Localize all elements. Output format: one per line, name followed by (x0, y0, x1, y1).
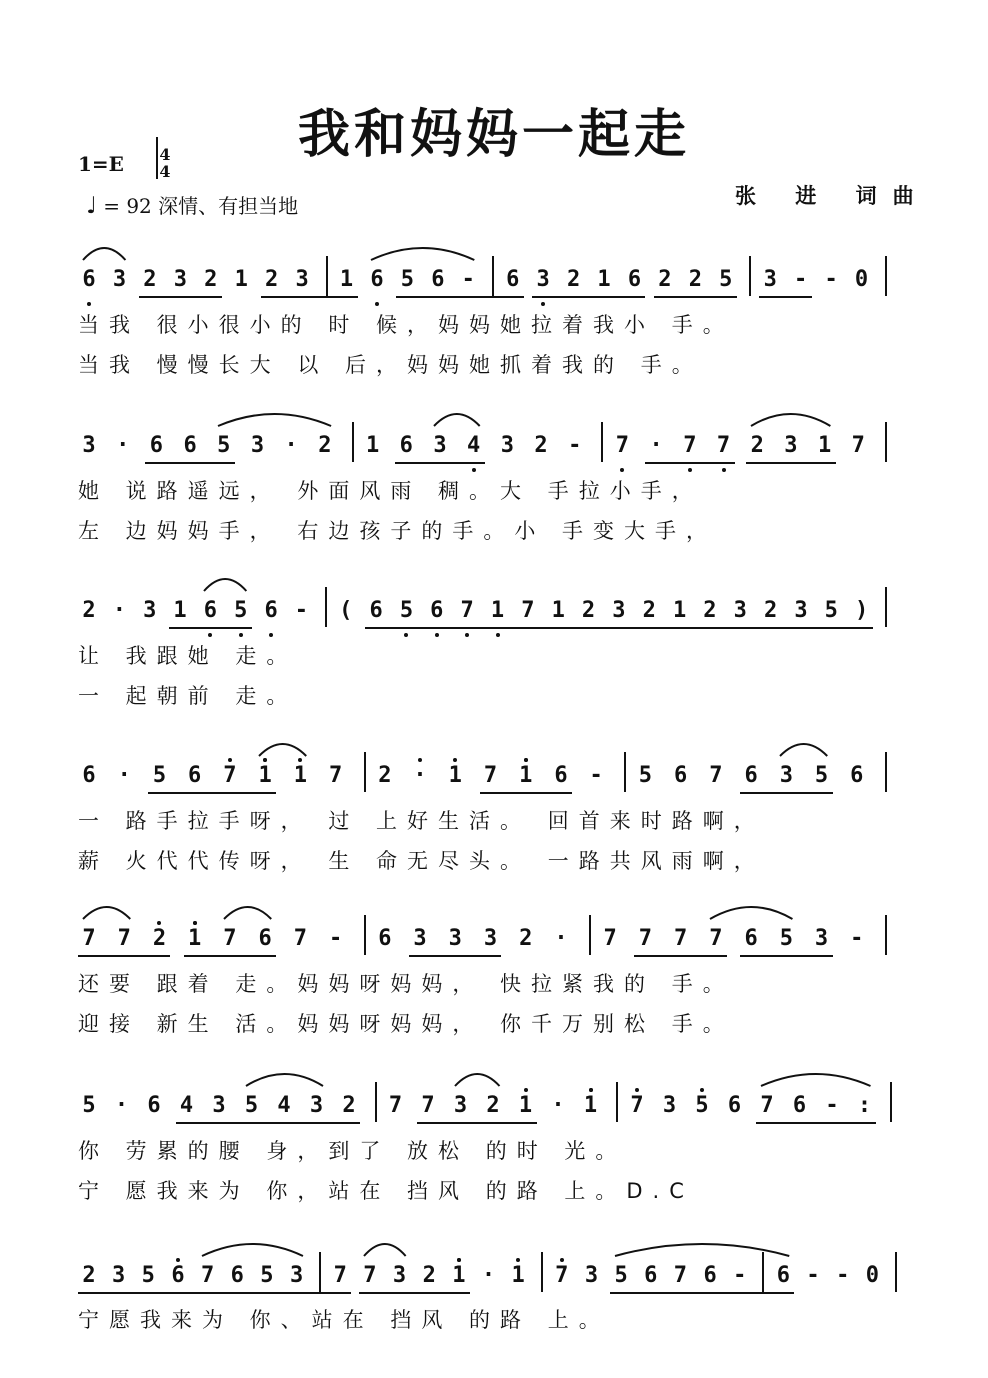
note: 6 (188, 763, 202, 788)
note: 3 (212, 1093, 226, 1118)
note: 3 (453, 1093, 468, 1118)
note: 3 (433, 433, 447, 458)
note: 6 (431, 267, 445, 292)
note: 7 (716, 433, 731, 458)
note: 5 (614, 1263, 628, 1288)
barline (375, 1082, 377, 1122)
note: 1 (452, 1263, 466, 1288)
note: 2 (318, 433, 332, 458)
lyric-text: 让 我跟她 走。 (78, 644, 298, 668)
note: 2 (143, 267, 157, 292)
dash: - (850, 926, 864, 951)
dash: - (461, 267, 475, 292)
note: 6 (82, 763, 96, 788)
note: 7 (674, 926, 688, 951)
note: 3 (779, 763, 793, 788)
note: 6 (258, 926, 272, 951)
barline (885, 422, 887, 462)
slur-arc (708, 901, 794, 921)
beam-underline (226, 1292, 351, 1294)
note: 6 (744, 763, 758, 788)
lyric-text: 迎接 新生 活。妈妈呀妈妈， 你千万别松 手。 (78, 1012, 734, 1036)
note: 5 (814, 763, 829, 788)
slur-arc (257, 738, 308, 758)
octave-up-dot (524, 758, 528, 762)
note: 7 (630, 1093, 644, 1118)
note: 3 (612, 598, 626, 623)
lyric-text: 左 边妈妈手， 右边孩子的手。小 手变大手， (78, 519, 718, 543)
note: 6 (183, 433, 197, 458)
dot: · (284, 433, 298, 458)
note: 1 (490, 598, 505, 623)
note: 2 (82, 598, 96, 623)
dash: - (794, 267, 808, 292)
lyric-line-2 (0, 1004, 988, 1044)
lyric-text: 一 起朝前 走。 (78, 684, 298, 708)
note: 6 (230, 1263, 244, 1288)
slur-arc (613, 1238, 791, 1258)
beam-underline (746, 462, 835, 464)
note: 6 (744, 926, 758, 951)
beam-underline (139, 296, 222, 298)
barline (364, 915, 366, 955)
octave-up-dot (457, 1258, 461, 1262)
note: 2 (378, 763, 392, 788)
note: 1 (817, 433, 832, 458)
note: 2 (566, 267, 581, 292)
note: 6 (727, 1093, 742, 1118)
note: 6 (506, 267, 520, 292)
lyric-line-1 (0, 1300, 988, 1340)
tempo-marking (86, 190, 298, 219)
barline (325, 587, 327, 627)
slur-arc (200, 1238, 305, 1258)
barline (624, 752, 626, 792)
slur-arc (244, 1068, 325, 1088)
note: 3 (250, 433, 265, 458)
barline (492, 256, 494, 296)
meter-line (156, 137, 158, 179)
dash: - (589, 763, 603, 788)
dash: - (824, 267, 838, 292)
note: : (857, 1093, 872, 1118)
song-title: 我和妈妈一起走 (297, 105, 690, 165)
lyric-line-1 (0, 1131, 988, 1171)
note: 5 (260, 1263, 274, 1288)
note: 7 (521, 598, 535, 623)
note: 7 (760, 1093, 774, 1118)
slur-arc (81, 242, 127, 262)
octave-up-dot (418, 758, 422, 762)
beam-underline (418, 1292, 470, 1294)
dot: · (116, 433, 130, 458)
dash: - (294, 598, 309, 623)
note: 7 (673, 1263, 688, 1288)
lyric-line-2 (0, 841, 988, 881)
slur-arc (222, 901, 273, 921)
note: 3 (413, 926, 427, 951)
note: 3 (763, 267, 777, 292)
meter-bottom: 4 (159, 162, 171, 181)
note: 5 (234, 598, 248, 623)
beam-underline (261, 296, 358, 298)
lyric-text: 宁 愿我来为 你，站在 挡风 的路 上。D.C (78, 1179, 694, 1203)
note: 7 (483, 763, 498, 788)
note: 5 (399, 598, 414, 623)
dot: · (413, 763, 427, 788)
beam-underline (184, 955, 276, 957)
note: 7 (333, 1263, 347, 1288)
dot: · (554, 926, 568, 951)
note: 2 (642, 598, 656, 623)
note: 1 (365, 433, 380, 458)
note: 3 (173, 267, 187, 292)
barline (589, 915, 591, 955)
note: 7 (603, 926, 617, 951)
note: 2 (688, 267, 702, 292)
note: 2 (534, 433, 548, 458)
lyric-line-1 (0, 801, 988, 841)
note: 1 (188, 926, 202, 951)
dot: · (481, 1263, 496, 1288)
lyric-text: 她 说路遥远， 外面风雨 稠。大 手拉小手， (78, 479, 703, 503)
note: 7 (223, 763, 237, 788)
note: 3 (448, 926, 462, 951)
note: 6 (850, 763, 864, 788)
note: 5 (152, 763, 167, 788)
note: 6 (171, 1263, 185, 1288)
note: 7 (421, 1093, 435, 1118)
octave-up-dot (700, 1088, 704, 1092)
slur-arc (202, 573, 248, 593)
note: 2 (486, 1093, 500, 1118)
note: 1 (173, 598, 187, 623)
note: 6 (644, 1263, 658, 1288)
slur-arc (749, 408, 832, 428)
note: 3 (295, 267, 309, 292)
beam-underline (395, 462, 484, 464)
note: 7 (388, 1093, 403, 1118)
note: 5 (244, 1093, 259, 1118)
note: 7 (200, 1263, 215, 1288)
octave-up-dot (193, 921, 197, 925)
dash: - (568, 433, 582, 458)
note: 2 (658, 267, 672, 292)
octave-up-dot (635, 1088, 639, 1092)
note: 1 (258, 763, 272, 788)
note: 2 (581, 598, 596, 623)
note: 5 (141, 1263, 155, 1288)
note: 1 (519, 763, 533, 788)
note: 6 (147, 1093, 161, 1118)
note: 3 (483, 926, 498, 951)
note: 1 (293, 763, 307, 788)
note: 7 (709, 926, 723, 951)
barline (885, 915, 887, 955)
note: 7 (460, 598, 474, 623)
note: 5 (217, 433, 231, 458)
note: 7 (709, 763, 723, 788)
note: 1 (511, 1263, 525, 1288)
note: 1 (234, 267, 248, 292)
lyric-line-2 (0, 676, 988, 716)
lyric-text: 当我 慢慢长大 以 后，妈妈她抓着我的 手。 (78, 353, 703, 377)
note: 1 (448, 763, 462, 788)
note: 3 (309, 1093, 324, 1118)
note: 6 (378, 926, 392, 951)
dash: - (328, 926, 343, 951)
note: 1 (518, 1093, 533, 1118)
note: 6 (554, 763, 568, 788)
lyric-line-1 (0, 471, 988, 511)
barline (890, 1082, 892, 1122)
note: 5 (824, 598, 838, 623)
note: 7 (683, 433, 697, 458)
beam-underline (610, 1292, 794, 1294)
note: 7 (82, 926, 96, 951)
lyric-line-2 (0, 511, 988, 551)
slur-arc (216, 408, 333, 428)
lyric-line-1 (0, 305, 988, 345)
beam-underline (729, 627, 872, 629)
note: 7 (555, 1263, 569, 1288)
tempo-expression: 深情、有担当地 (158, 194, 299, 218)
beam-underline (654, 296, 737, 298)
dash: - (836, 1263, 850, 1288)
note: 1 (597, 267, 611, 292)
barline (885, 256, 887, 296)
slur-arc (778, 738, 829, 758)
slur-arc (453, 1068, 502, 1088)
beam-underline (759, 296, 811, 298)
note: 3 (794, 598, 808, 623)
beam-underline (169, 627, 252, 629)
note: 1 (672, 598, 687, 623)
barline (364, 752, 366, 792)
note: 3 (584, 1263, 599, 1288)
quarter-note-icon: ♩ (86, 193, 97, 219)
lyric-text: 一 路手拉手呀， 过 上好生活。 回首来时路啊， (78, 809, 765, 833)
octave-up-dot (176, 1258, 180, 1262)
note: 3 (733, 598, 747, 623)
tempo-value: = 92 (103, 194, 152, 218)
note: 3 (500, 433, 514, 458)
note: 4 (179, 1093, 194, 1118)
dash: - (733, 1263, 747, 1288)
dot: · (649, 433, 663, 458)
barline (541, 1252, 543, 1292)
beam-underline (409, 955, 501, 957)
note: 6 (627, 267, 642, 292)
beam-underline (78, 1292, 248, 1294)
note: 5 (638, 763, 653, 788)
dash: - (825, 1093, 839, 1118)
lyric-line-2 (0, 345, 988, 385)
note: 6 (82, 267, 96, 292)
author-credit: 张 进 词曲 (735, 184, 930, 208)
dot: · (117, 763, 131, 788)
beam-underline (480, 792, 572, 794)
note: 7 (117, 926, 131, 951)
octave-up-dot (228, 758, 232, 762)
beam-underline (740, 792, 832, 794)
note: 1 (551, 598, 565, 623)
note: 3 (289, 1263, 304, 1288)
octave-up-dot (560, 1258, 564, 1262)
note: 3 (143, 598, 157, 623)
beam-underline (78, 955, 170, 957)
dot: · (551, 1093, 565, 1118)
note: 6 (430, 598, 444, 623)
beam-underline (740, 955, 832, 957)
barline (616, 1082, 618, 1122)
lyric-text: 当我 很小很小的 时 候，妈妈她拉着我小 手。 (78, 313, 734, 337)
beam-underline (532, 296, 645, 298)
slur-arc (81, 901, 132, 921)
barline (326, 256, 328, 296)
slur-arc (369, 242, 476, 262)
key-signature: 1=E (78, 152, 124, 176)
note: 5 (719, 267, 733, 292)
note: 4 (277, 1093, 291, 1118)
note: ( (339, 598, 353, 623)
note: 6 (264, 598, 278, 623)
note: 3 (82, 433, 96, 458)
lyric-text: 你 劳累的腰 身，到了 放松 的时 光。 (78, 1139, 627, 1163)
note: 4 (467, 433, 481, 458)
barline (749, 256, 751, 296)
note: 2 (750, 433, 764, 458)
note: 5 (82, 1093, 96, 1118)
note: 2 (422, 1263, 436, 1288)
note: 0 (865, 1263, 879, 1288)
note: 2 (519, 926, 533, 951)
note: 3 (392, 1263, 407, 1288)
beam-underline (482, 1122, 537, 1124)
note: 5 (779, 926, 793, 951)
note: 5 (695, 1093, 709, 1118)
note: 1 (339, 267, 354, 292)
beam-underline (396, 296, 523, 298)
octave-up-dot (589, 1088, 593, 1092)
beam-underline (241, 1122, 361, 1124)
barline (885, 752, 887, 792)
note: 7 (851, 433, 865, 458)
barline (762, 1252, 764, 1292)
note: 7 (363, 1263, 377, 1288)
note: 2 (204, 267, 218, 292)
note: 7 (293, 926, 307, 951)
note: 3 (784, 433, 798, 458)
note: 6 (399, 433, 413, 458)
slur-arc (362, 1238, 408, 1258)
lyric-text: 薪 火代代传呀， 生 命无尽头。 一路共风雨啊， (78, 849, 765, 873)
octave-up-dot (524, 1088, 528, 1092)
note: 6 (792, 1093, 807, 1118)
note: 7 (223, 926, 237, 951)
beam-underline (756, 1122, 876, 1124)
note: 1 (583, 1093, 598, 1118)
note: 2 (763, 598, 778, 623)
slur-arc (759, 1068, 873, 1088)
note: 6 (776, 1263, 790, 1288)
note: 6 (703, 1263, 717, 1288)
note: 3 (662, 1093, 677, 1118)
note: 2 (265, 267, 279, 292)
lyric-line-1 (0, 964, 988, 1004)
note: ) (855, 598, 869, 623)
beam-underline (634, 955, 726, 957)
note: 2 (152, 926, 167, 951)
barline (352, 422, 354, 462)
meter-top: 4 (159, 145, 171, 164)
barline (885, 587, 887, 627)
note: 7 (615, 433, 630, 458)
note: 6 (674, 763, 688, 788)
lyric-line-1 (0, 636, 988, 676)
note: 6 (203, 598, 217, 623)
beam-underline (645, 462, 734, 464)
note: 3 (536, 267, 550, 292)
note: 2 (342, 1093, 356, 1118)
beam-underline (179, 462, 235, 464)
barline (895, 1252, 897, 1292)
note: 0 (854, 267, 869, 292)
note: 7 (638, 926, 653, 951)
note: 6 (149, 433, 164, 458)
lyric-line-2 (0, 1171, 988, 1211)
barline (319, 1252, 321, 1292)
note: 5 (400, 267, 415, 292)
barline (601, 422, 603, 462)
note: 3 (112, 1263, 126, 1288)
lyric-text: 宁愿我来为 你、站在 挡风 的路 上。 (78, 1308, 610, 1332)
dot: · (114, 1093, 129, 1118)
note: 2 (703, 598, 717, 623)
lyric-text: 还要 跟着 走。妈妈呀妈妈， 快拉紧我的 手。 (78, 972, 734, 996)
time-signature (156, 146, 174, 180)
note: 3 (112, 267, 127, 292)
note: 6 (369, 598, 383, 623)
note: 3 (814, 926, 829, 951)
slur-arc (432, 408, 482, 428)
dot: · (112, 598, 126, 623)
note: 2 (82, 1263, 96, 1288)
dash: - (806, 1263, 820, 1288)
note: 6 (370, 267, 384, 292)
note: 7 (328, 763, 343, 788)
beam-underline (219, 792, 276, 794)
